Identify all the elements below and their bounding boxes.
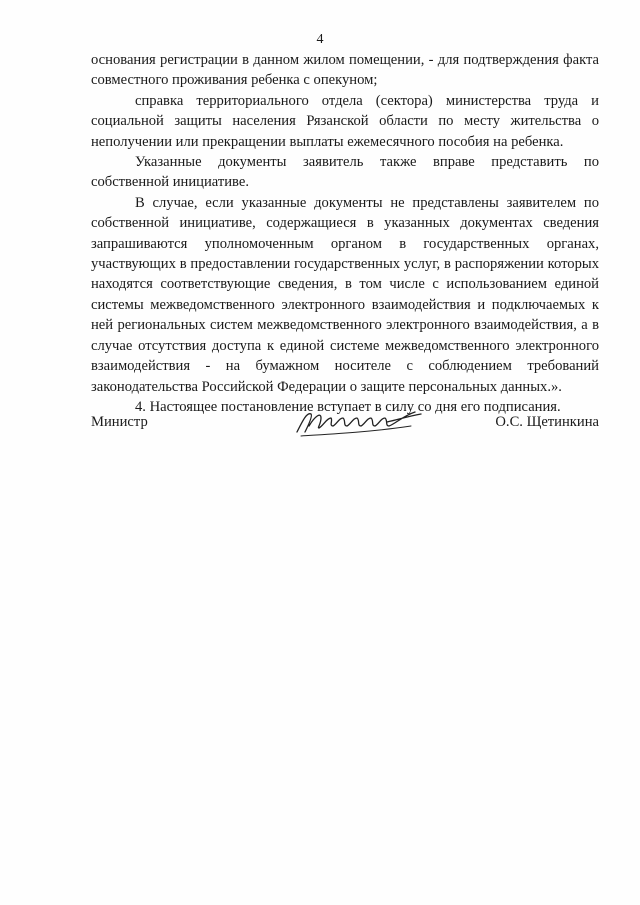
signatory-name: О.С. Щетинкина — [495, 414, 599, 430]
paragraph-entry-into-force: 4. Настоящее постановление вступает в силу со дня его подписания. — [135, 398, 561, 415]
signatory-title: Министр — [91, 414, 148, 430]
handwritten-signature-icon — [291, 402, 431, 442]
signature-block — [91, 402, 599, 442]
paragraph-benefit-certificate: справка территориального отдела (сектора) министерства труда и социальной защиты населения Рязанской области по месту жительства о неполучении или прекращении выплаты ежемесячного пособия на ребенка. — [91, 92, 599, 150]
paragraph-interagency-request: В случае, если указанные документы не представлены заявителем по собственной инициативе, содержащиеся в указанных документах сведения запрашиваются уполномоченным органом в государственных органах, участвующих в предоставлении государственных услуг, в распоряжении которых находятся соответствующие сведения, в том числе с использованием единой системы межведомственного электронного взаимодействия и подключаемых к ней региональных систем межведомственного электронного взаимодействия, а в случае отсутствия доступа к единой системе межведомственного электронного взаимодействия - на бумажном носителе с соблюдением требований законодательства Российской Федерации о защите персональных данных.». — [91, 194, 599, 395]
paragraph-registration-basis: основания регистрации в данном жилом помещении, - для подтверждения факта совместного проживания ребенка с опекуном; — [91, 52, 599, 89]
paragraph-own-initiative: Указанные документы заявитель также вправе представить по собственной инициативе. — [91, 154, 599, 191]
page-number: 4 — [316, 32, 324, 47]
document-body — [91, 50, 599, 417]
